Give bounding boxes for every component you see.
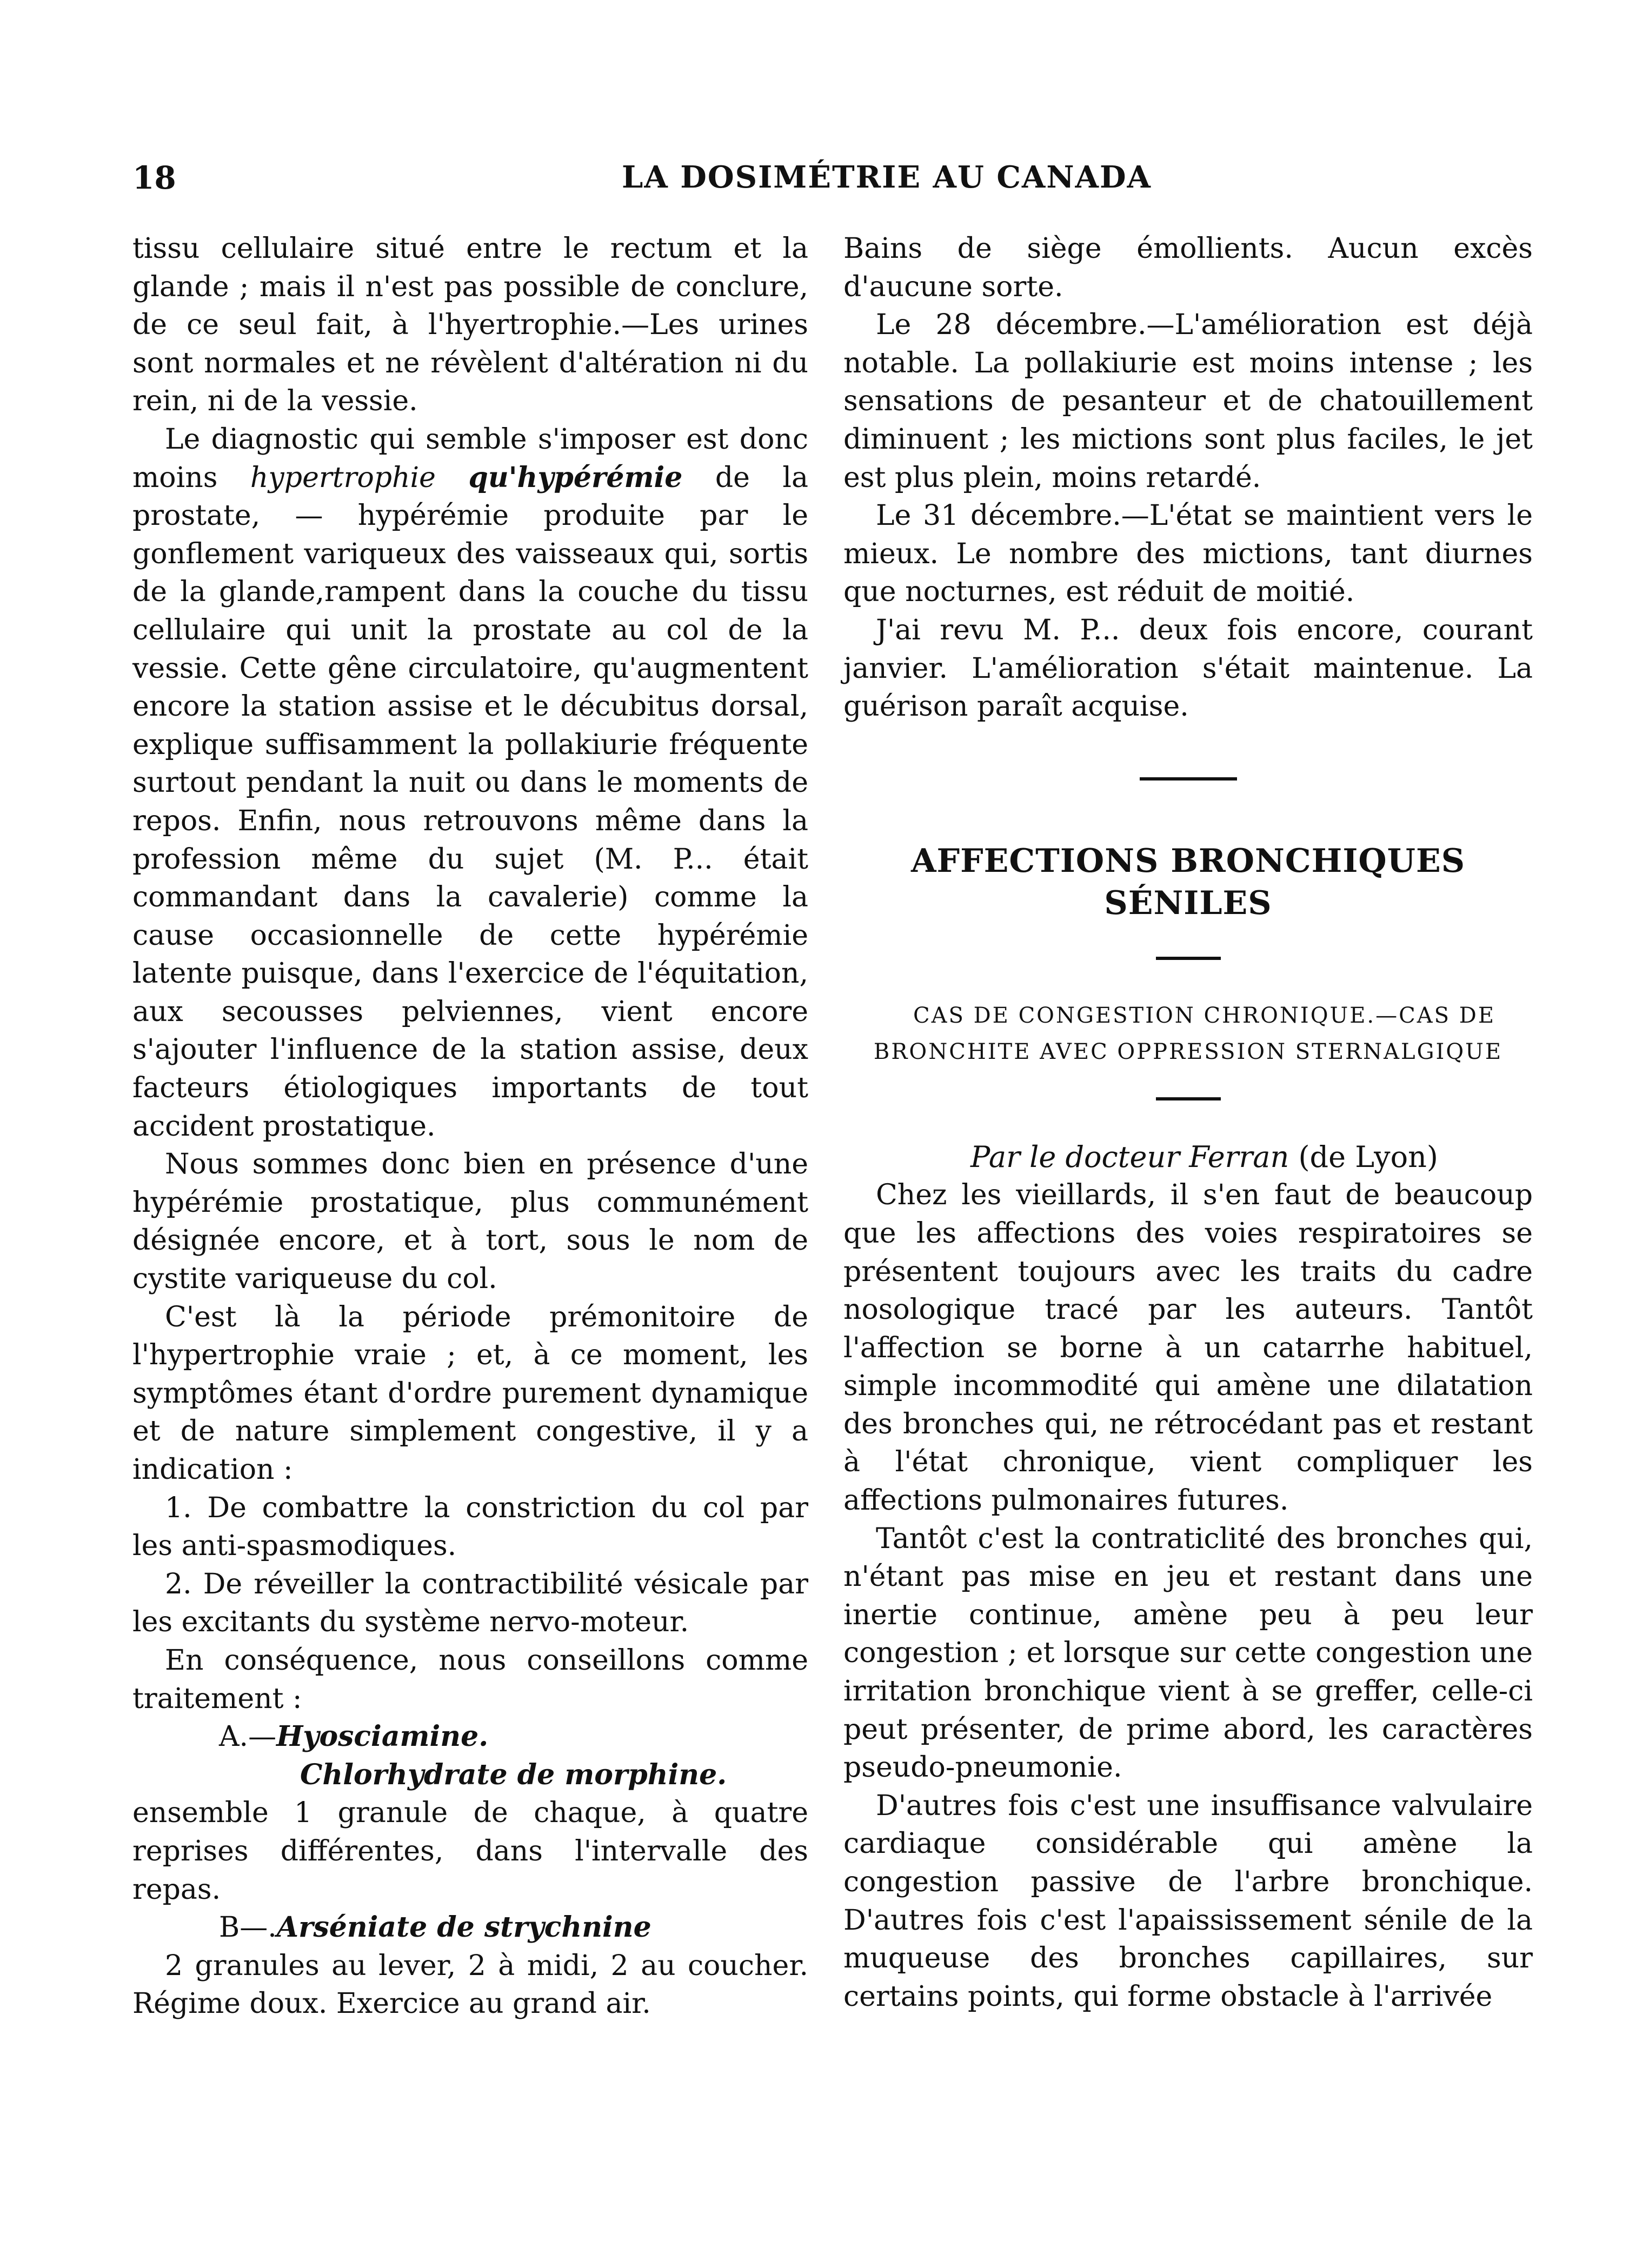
paragraph: tissu cellulaire situé entre le rectum et la glande ; mais il n'est pas possible de conclure, de ce seul fait, à l'hyertrophie.—Les urines sont normales et ne révèlent d'altération ni du rein, ni de la vessie. (132, 232, 808, 418)
left-column (132, 230, 808, 2023)
prescription-a (132, 1718, 808, 1756)
prescription-label: A.— (219, 1720, 277, 1753)
prescription-drug: Hyosciamine. (276, 1720, 489, 1753)
prescription-a2 (132, 1756, 808, 1795)
divider (1156, 957, 1221, 960)
paragraph: C'est là la période prémonitoire de l'hypertrophie vraie ; et, à ce moment, les symptômes étant d'ordre purement dynamique et de nature simplement congestive, il y a indication : (132, 1300, 808, 1486)
right-column (843, 230, 1533, 2016)
section-title: AFFECTIONS BRONCHIQUES SÉNILES (910, 842, 1466, 922)
divider (1156, 1097, 1221, 1100)
italic-term: hypertrophie (250, 461, 436, 494)
paragraph: 1. De combattre la constriction du col par les anti-spasmodiques. (132, 1491, 808, 1563)
paragraph: Le 28 décembre.—L'amélioration est déjà notable. La pollakiurie est moins intense ; les sensations de pesanteur et de chatouillement diminuent ; les mictions sont plus faciles, le jet est plus plein, moins retardé. (843, 309, 1533, 494)
text-run: de la prostate, — hypérémie produite par le gonflement variqueux des vaisseaux qui, sortis de la glande,rampent dans la couche du tissu cellulaire qui unit la prostate au col de la vessie. Cette gêne circulatoire, qu'augmentent encore la station assise et le décubitus dorsal, explique suffisamment la pollakiurie fréquente surtout pendant la nuit ou dans le moments de repos. Enfin, nous retrouvons même dans la profession même du sujet (M. P... était commandant dans la cavalerie) comme la cause occasionnelle de cette hypérémie latente puisque, dans l'exercice de l'équitation, aux secousses pelviennes, vient encore s'ajouter l'influence de la station assise, deux facteurs étiologiques importants de tout accident prostatique. (132, 461, 809, 1143)
prescription-label: B—. (219, 1911, 277, 1944)
prescription-b (132, 1909, 808, 1947)
text-run (436, 462, 469, 494)
running-head: LA DOSIMÉTRIE AU CANADA (621, 159, 1152, 195)
paragraph: 2 granules au lever, 2 à midi, 2 au coucher. Régime doux. Exercice au grand air. (132, 1949, 808, 2020)
byline-location: (de Lyon) (1289, 1139, 1438, 1174)
divider (1140, 777, 1237, 781)
prescription-drug: Arséniate de strychnine (276, 1911, 651, 1944)
paragraph: Nous sommes donc bien en présence d'une hypérémie prostatique, plus communément désignée encore, et à tort, sous le nom de cystite variqueuse du col. (132, 1148, 808, 1296)
paragraph: J'ai revu M. P... deux fois encore, courant janvier. L'amélioration s'était maintenue. La guérison paraît acquise. (843, 613, 1533, 723)
paragraph: En conséquence, nous conseillons comme traitement : (132, 1644, 808, 1715)
paragraph: ensemble 1 granule de chaque, à quatre reprises différentes, dans l'intervalle des repas. (132, 1797, 808, 1906)
paragraph: 2. De réveiller la contractibilité vésicale par les excitants du système nervo-moteur. (132, 1567, 808, 1639)
paragraph: Chez les vieillards, il s'en faut de beaucoup que les affections des voies respiratoires se présentent toujours avec les traits du cadre nosologique tracé par les auteurs. Tantôt l'affection se borne à un catarrhe habituel, simple incommodité qui amène une dilatation des bronches qui, ne rétrocédant pas et restant à l'état chronique, vient compliquer les affections pulmonaires futures. (843, 1179, 1533, 1517)
page-header (132, 159, 1538, 214)
italic-term: qu'hypérémie (468, 461, 683, 494)
text-run: Le diagnostic qui semble s'imposer est donc moins (132, 423, 808, 494)
prescription-drug: Chlorhydrate de morphine. (300, 1758, 727, 1791)
section-subtitle: CAS DE CONGESTION CHRONIQUE.—CAS DE BRONCHITE AVEC OPPRESSION STERNALGIQUE (873, 1003, 1503, 1064)
page-number: 18 (132, 159, 176, 196)
paragraph: D'autres fois c'est une insuffisance valvulaire cardiaque considérable qui amène la congestion passive de l'arbre bronchique. D'autres fois c'est l'apaississement sénile de la muqueuse des bronches capillaires, sur certains points, qui forme obstacle à l'arrivée (843, 1789, 1533, 2013)
paragraph-diagnostic (132, 421, 808, 1145)
byline-author: Par le docteur Ferran (970, 1139, 1289, 1174)
paragraph: Le 31 décembre.—L'état se maintient vers le mieux. Le nombre des mictions, tant diurnes que nocturnes, est réduit de moitié. (843, 499, 1533, 609)
paragraph: Bains de siège émollients. Aucun excès d'aucune sorte. (843, 232, 1533, 303)
byline (843, 1138, 1533, 1177)
paragraph: Tantôt c'est la contraticlité des bronches qui, n'étant pas mise en jeu et restant dans une inertie continue, amène peu à peu leur congestion ; et lorsque sur cette congestion une irritation bronchique vient à se greffer, celle-ci peut présenter, de prime abord, les caractères pseudo-pneumonie. (843, 1522, 1533, 1784)
